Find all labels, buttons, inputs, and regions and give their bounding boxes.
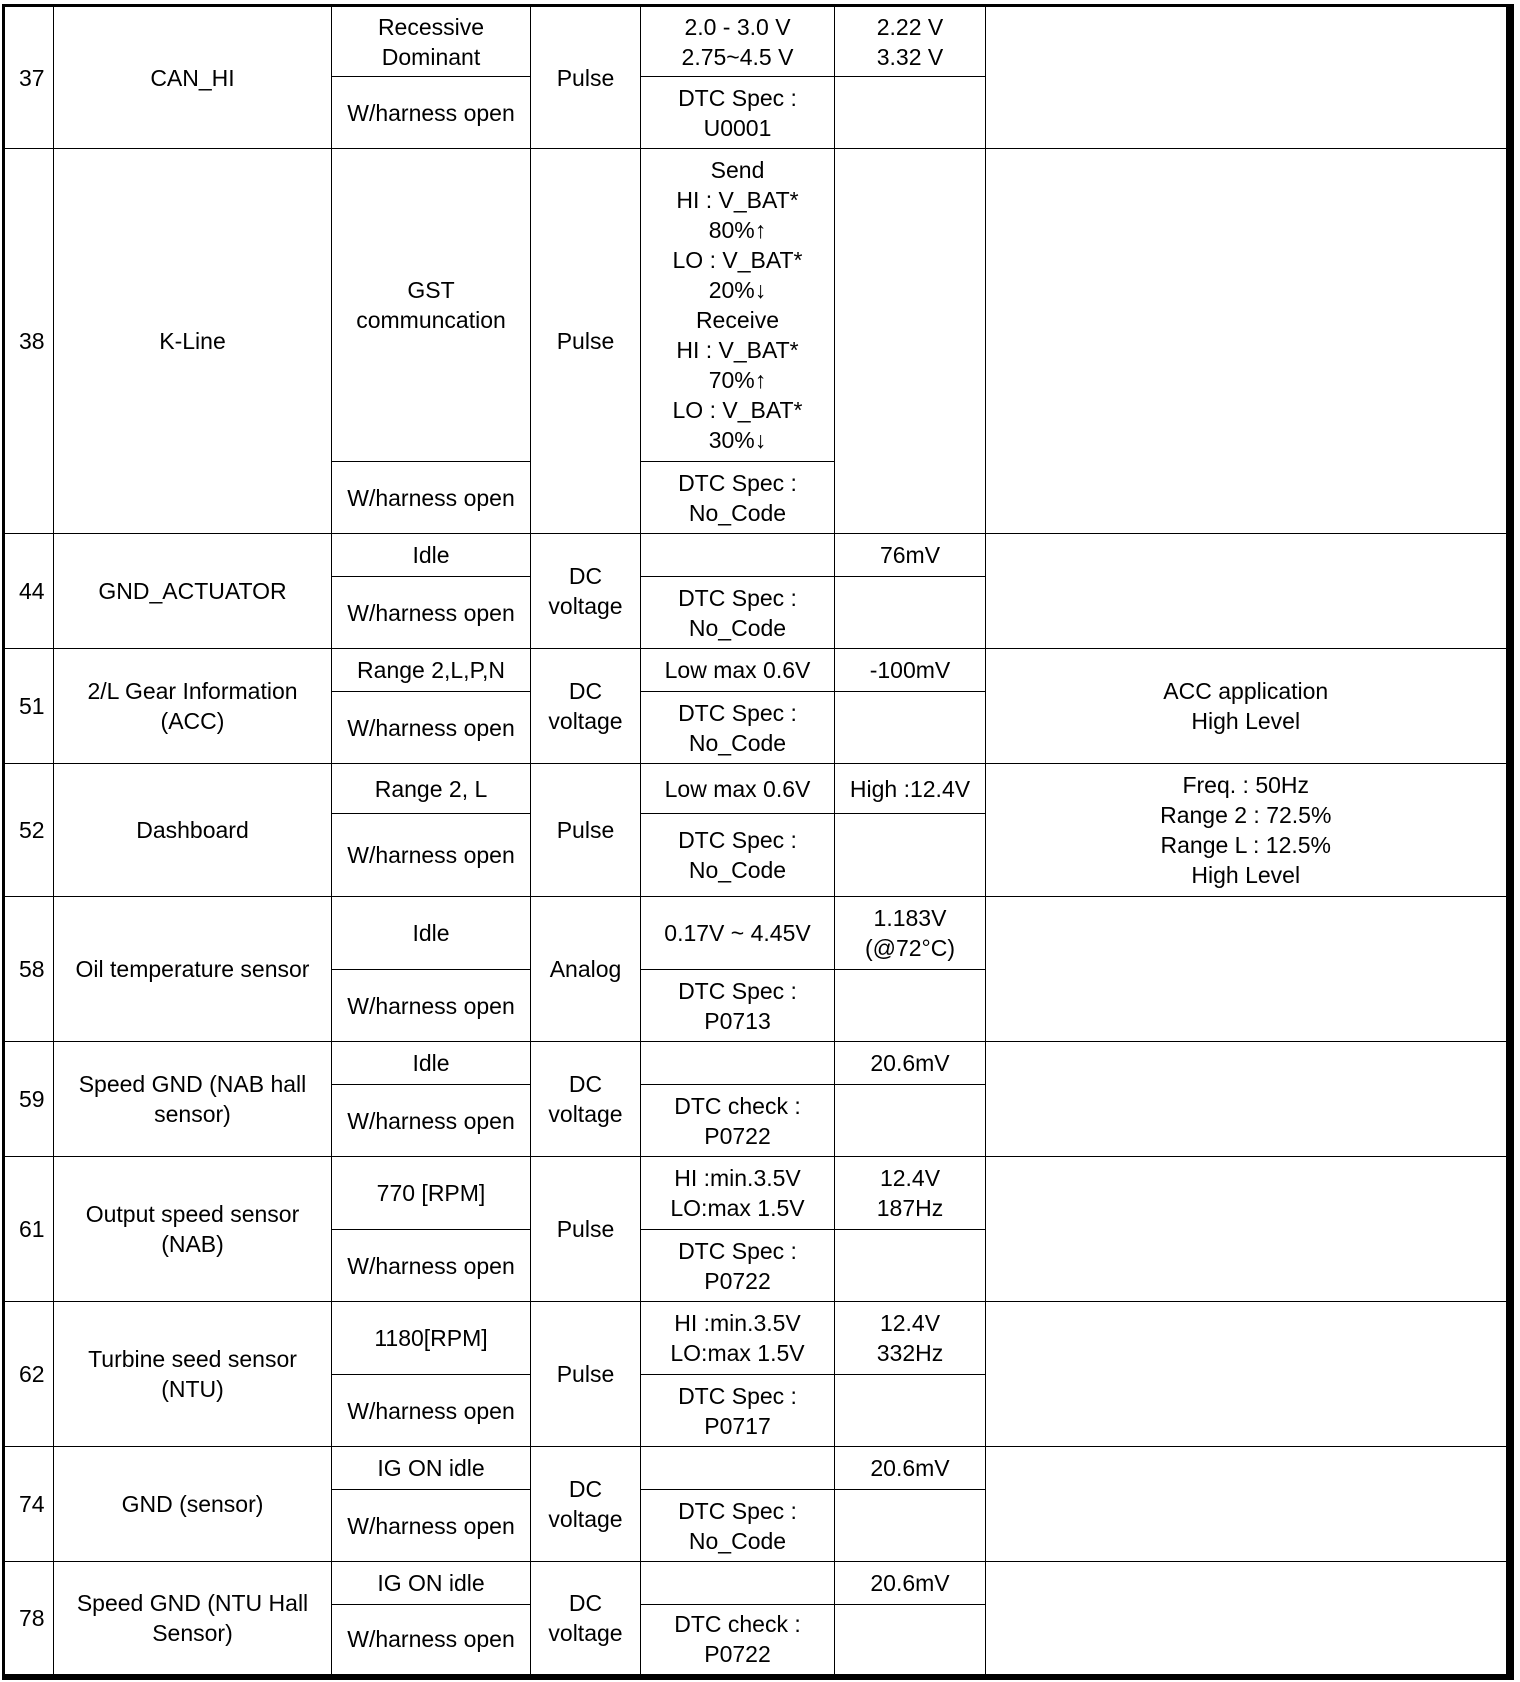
remark: ACC application High Level bbox=[986, 649, 1510, 764]
terminal-name: Output speed sensor (NAB) bbox=[54, 1157, 332, 1302]
condition: Idle bbox=[332, 1042, 531, 1085]
remark bbox=[986, 1302, 1510, 1447]
table-row bbox=[4, 764, 1510, 814]
pin-spec-table bbox=[2, 4, 1514, 1680]
remark bbox=[986, 897, 1510, 1042]
remark bbox=[986, 1042, 1510, 1157]
condition: 770 [RPM] bbox=[332, 1157, 531, 1230]
signal-type: DC voltage bbox=[531, 649, 641, 764]
table-row bbox=[4, 1447, 1510, 1490]
condition: IG ON idle bbox=[332, 1562, 531, 1605]
remark bbox=[986, 1157, 1510, 1302]
table-row bbox=[4, 6, 1510, 77]
pin-number: 74 bbox=[4, 1447, 54, 1562]
signal-type: Pulse bbox=[531, 149, 641, 534]
spec bbox=[641, 1447, 835, 1490]
signal-type: Pulse bbox=[531, 1302, 641, 1447]
signal-type: Pulse bbox=[531, 1157, 641, 1302]
terminal-name: GND (sensor) bbox=[54, 1447, 332, 1562]
spec: Low max 0.6V bbox=[641, 764, 835, 814]
measured-value bbox=[835, 1085, 986, 1157]
condition: W/harness open bbox=[332, 1490, 531, 1562]
measured-value: 2.22 V 3.32 V bbox=[835, 6, 986, 77]
spec: DTC Spec : P0722 bbox=[641, 1230, 835, 1302]
remark bbox=[986, 6, 1510, 149]
spec bbox=[641, 1562, 835, 1605]
condition: W/harness open bbox=[332, 970, 531, 1042]
condition: W/harness open bbox=[332, 1085, 531, 1157]
pin-number: 44 bbox=[4, 534, 54, 649]
measured-value: 20.6mV bbox=[835, 1042, 986, 1085]
spec: DTC Spec : No_Code bbox=[641, 1490, 835, 1562]
terminal-name: K-Line bbox=[54, 149, 332, 534]
signal-type: Analog bbox=[531, 897, 641, 1042]
pin-number: 38 bbox=[4, 149, 54, 534]
condition: IG ON idle bbox=[332, 1447, 531, 1490]
measured-value bbox=[835, 1605, 986, 1677]
spec: DTC Spec : P0713 bbox=[641, 970, 835, 1042]
table-row bbox=[4, 534, 1510, 577]
measured-value bbox=[835, 1375, 986, 1447]
table-row bbox=[4, 1042, 1510, 1085]
measured-value bbox=[835, 149, 986, 534]
terminal-name: Dashboard bbox=[54, 764, 332, 897]
pin-number: 37 bbox=[4, 6, 54, 149]
measured-value bbox=[835, 970, 986, 1042]
condition: W/harness open bbox=[332, 814, 531, 897]
condition: W/harness open bbox=[332, 77, 531, 149]
signal-type: DC voltage bbox=[531, 1042, 641, 1157]
condition: W/harness open bbox=[332, 1375, 531, 1447]
terminal-name: Speed GND (NAB hall sensor) bbox=[54, 1042, 332, 1157]
terminal-name: CAN_HI bbox=[54, 6, 332, 149]
terminal-name: Turbine seed sensor (NTU) bbox=[54, 1302, 332, 1447]
measured-value: 12.4V 332Hz bbox=[835, 1302, 986, 1375]
pin-number: 52 bbox=[4, 764, 54, 897]
spec: DTC check : P0722 bbox=[641, 1085, 835, 1157]
spec: DTC Spec : No_Code bbox=[641, 577, 835, 649]
signal-type: DC voltage bbox=[531, 1447, 641, 1562]
spec: 0.17V ~ 4.45V bbox=[641, 897, 835, 970]
measured-value: 20.6mV bbox=[835, 1562, 986, 1605]
condition: W/harness open bbox=[332, 462, 531, 534]
table-row bbox=[4, 897, 1510, 970]
spec: DTC Spec : No_Code bbox=[641, 692, 835, 764]
pin-number: 62 bbox=[4, 1302, 54, 1447]
condition: Idle bbox=[332, 897, 531, 970]
measured-value: High :12.4V bbox=[835, 764, 986, 814]
spec: HI :min.3.5V LO:max 1.5V bbox=[641, 1302, 835, 1375]
measured-value: 12.4V 187Hz bbox=[835, 1157, 986, 1230]
measured-value bbox=[835, 814, 986, 897]
table-row bbox=[4, 1157, 1510, 1230]
spec: Send HI : V_BAT* 80%↑ LO : V_BAT* 20%↓ Receive HI : V_BAT* 70%↑ LO : V_BAT* 30%↓ bbox=[641, 149, 835, 462]
spec: DTC Spec : No_Code bbox=[641, 814, 835, 897]
spec: DTC Spec : P0717 bbox=[641, 1375, 835, 1447]
signal-type: Pulse bbox=[531, 6, 641, 149]
table-row bbox=[4, 649, 1510, 692]
remark bbox=[986, 534, 1510, 649]
signal-type: Pulse bbox=[531, 764, 641, 897]
remark bbox=[986, 1562, 1510, 1677]
condition: W/harness open bbox=[332, 1230, 531, 1302]
spec: DTC Spec : No_Code bbox=[641, 462, 835, 534]
measured-value: 1.183V (@72°C) bbox=[835, 897, 986, 970]
spec: DTC Spec : U0001 bbox=[641, 77, 835, 149]
measured-value bbox=[835, 692, 986, 764]
remark: Freq. : 50Hz Range 2 : 72.5% Range L : 12.5% High Level bbox=[986, 764, 1510, 897]
measured-value: 20.6mV bbox=[835, 1447, 986, 1490]
pin-number: 59 bbox=[4, 1042, 54, 1157]
terminal-name: 2/L Gear Information (ACC) bbox=[54, 649, 332, 764]
measured-value bbox=[835, 577, 986, 649]
condition: W/harness open bbox=[332, 692, 531, 764]
condition: Range 2,L,P,N bbox=[332, 649, 531, 692]
measured-value: 76mV bbox=[835, 534, 986, 577]
pin-number: 58 bbox=[4, 897, 54, 1042]
spec: Low max 0.6V bbox=[641, 649, 835, 692]
measured-value bbox=[835, 1230, 986, 1302]
spec: DTC check : P0722 bbox=[641, 1605, 835, 1677]
measured-value: -100mV bbox=[835, 649, 986, 692]
table-row bbox=[4, 1302, 1510, 1375]
spec: 2.0 - 3.0 V 2.75~4.5 V bbox=[641, 6, 835, 77]
condition: W/harness open bbox=[332, 577, 531, 649]
table-row bbox=[4, 149, 1510, 462]
pin-number: 51 bbox=[4, 649, 54, 764]
terminal-name: Speed GND (NTU Hall Sensor) bbox=[54, 1562, 332, 1677]
signal-type: DC voltage bbox=[531, 1562, 641, 1677]
pin-number: 78 bbox=[4, 1562, 54, 1677]
condition: GST communcation bbox=[332, 149, 531, 462]
remark bbox=[986, 149, 1510, 534]
remark bbox=[986, 1447, 1510, 1562]
measured-value bbox=[835, 1490, 986, 1562]
condition: Recessive Dominant bbox=[332, 6, 531, 77]
signal-type: DC voltage bbox=[531, 534, 641, 649]
table-row bbox=[4, 1562, 1510, 1605]
condition: Range 2, L bbox=[332, 764, 531, 814]
pin-number: 61 bbox=[4, 1157, 54, 1302]
terminal-name: GND_ACTUATOR bbox=[54, 534, 332, 649]
terminal-name: Oil temperature sensor bbox=[54, 897, 332, 1042]
spec bbox=[641, 1042, 835, 1085]
condition: W/harness open bbox=[332, 1605, 531, 1677]
spec bbox=[641, 534, 835, 577]
spec: HI :min.3.5V LO:max 1.5V bbox=[641, 1157, 835, 1230]
measured-value bbox=[835, 77, 986, 149]
condition: Idle bbox=[332, 534, 531, 577]
condition: 1180[RPM] bbox=[332, 1302, 531, 1375]
